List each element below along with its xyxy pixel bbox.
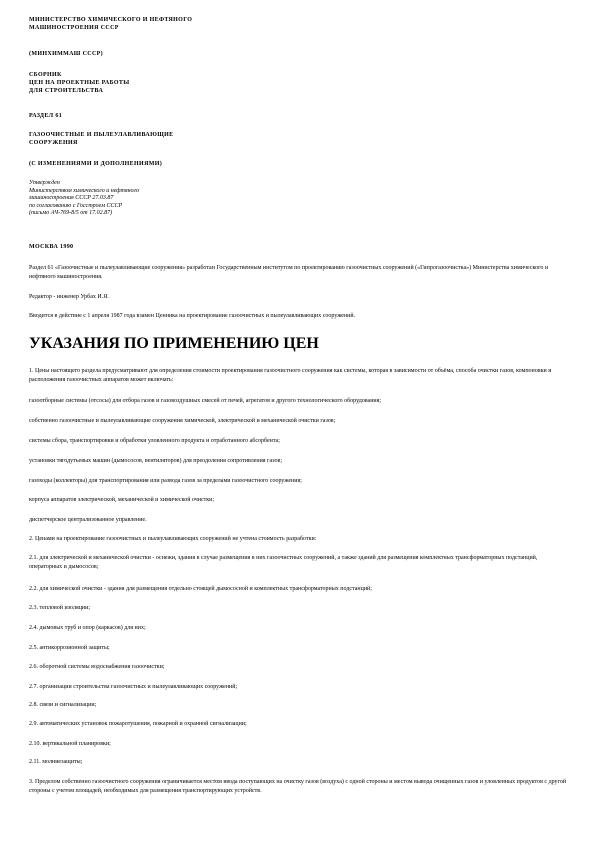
approval-line-3: машиностроения СССР 27.03.87: [29, 195, 114, 201]
ministry-line-1: МИНИСТЕРСТВО ХИМИЧЕСКОГО И НЕФТЯНОГО: [29, 17, 193, 23]
paragraph-2-4: 2.4. дымовых труб и опор (каркасов) для них;: [29, 625, 146, 631]
paragraph-2-8: 2.8. связи и сигнализации;: [29, 702, 97, 708]
collection-line-2: ЦЕН НА ПРОЕКТНЫЕ РАБОТЫ: [29, 80, 130, 86]
paragraph-item: газоотборные системы (отсосы) для отбора газов и газовоздушных смесей от печей, агрегатов и другого технологического оборудования;: [29, 398, 382, 404]
paragraph-2-10: 2.10. вертикальной планировки;: [29, 741, 111, 747]
paragraph-item: корпуса аппаратов электрической, механической и химической очистки;: [29, 497, 215, 503]
paragraph-2-3: 2.3. тепловой изоляции;: [29, 605, 91, 611]
paragraph-2-7: 2.7. организации строительства газоочистных и пылеулавливающих сооружений;: [29, 684, 238, 690]
paragraph-1: 1. Цены настоящего раздела предусматривают для определения стоимости проектирования газоочистного сооружения как системы, которая в зависимости от объёма, способа очистки газов, компоновки и расположения газоочистных аппаратов может включать:: [29, 368, 552, 383]
paragraph-2-6: 2.6. оборотной системы водоснабжения газоочистки;: [29, 664, 165, 670]
paragraph-2: 2. Ценами на проектирование газоочистных и пылеулавливающих сооружений не учтена стоимость разработки:: [29, 536, 317, 542]
paragraph-3: 3. Пределом собственно газоочистного сооружения ограничивается местом ввода поступающих на очистку газов (воздуха) с одной стороны и местом вывода очищенных газов и уловленных продуктов с другой стороны с учетом площадей, необходимых для размещения транспортирующих устройств.: [29, 779, 567, 794]
changes-note: (С ИЗМЕНЕНИЯМИ И ДОПОЛНЕНИЯМИ): [29, 161, 163, 167]
paragraph-2-2: 2.2. для химической очистки - здания для размещения отдельно стоящей дымососной и комплектных трансформаторных подстанций;: [29, 586, 372, 592]
approval-line-1: Утвержден: [29, 180, 60, 186]
approval-line-2: Министерством химического и нефтяного: [29, 187, 139, 194]
paragraph-item: собственно газоочистные и пылеулавливающие сооружения химической, электрической и механической очистки газов;: [29, 418, 336, 424]
ministry-abbreviation: (МИНХИММАШ СССР): [29, 51, 104, 57]
ministry-line-2: МАШИНОСТРОЕНИЯ СССР: [29, 25, 119, 31]
section-title: [29, 131, 174, 147]
collection-title: [29, 71, 129, 95]
ministry-heading: [29, 16, 192, 32]
paragraph-item: системы сбора, транспортировки и обработки уловленного продукта и отработанного абсорбента;: [29, 438, 280, 444]
paragraph-2-5: 2.5. антикоррозионной защиты;: [29, 645, 110, 651]
approval-line-4: по согласованию с Госстроем СССР: [29, 202, 123, 209]
city-year: МОСКВА 1990: [29, 244, 74, 250]
paragraph-item: установки тягодутьевых машин (дымососов, вентиляторов) для преодоления сопротивления газов;: [29, 458, 283, 464]
paragraph-item: газоходы (коллекторы) для транспортирования или развода газов за пределами газоочистного сооружения;: [29, 478, 302, 484]
main-heading: УКАЗАНИЯ ПО ПРИМЕНЕНИЮ ЦЕН: [29, 335, 319, 352]
section-title-line-2: СООРУЖЕНИЯ: [29, 140, 78, 146]
section-title-line-1: ГАЗООЧИСТНЫЕ И ПЫЛЕУЛАВЛИВАЮЩИЕ: [29, 132, 174, 138]
approval-line-5: (письмо АЧ-769-8/5 от 17.02.87): [29, 210, 113, 216]
paragraph-item: диспетчерское централизованное управление.: [29, 517, 147, 523]
paragraph-2-9: 2.9. автоматических установок пожаротушения, пожарной и охранной сигнализации;: [29, 721, 247, 727]
intro-developer: Раздел 61 «Газоочистные и пылеулавливающие сооружения» разработан Государственным институтом по проектированию газоочистных сооружений («Гипрогазоочистка») Министерства химического и нефтяного машиностроения.: [29, 265, 549, 280]
approval-block: [29, 180, 139, 218]
collection-line-3: ДЛЯ СТРОИТЕЛЬСТВА: [29, 88, 104, 94]
intro-effective: Вводится в действие с 1 апреля 1987 года взамен Ценника на проектирование газоочистных и пылеулавливающих сооружений.: [29, 313, 356, 319]
paragraph-2-11: 2.11. молниезащиты;: [29, 759, 83, 765]
intro-editor: Редактор - инженер Урбах И.Я.: [29, 294, 109, 300]
section-number: РАЗДЕЛ 61: [29, 113, 63, 119]
collection-line-1: СБОРНИК: [29, 72, 62, 78]
paragraph-2-1: 2.1. для электрической и механической очистки - оснежи, здания в случае размещения в них газоочистных сооружений, а также зданий для размещения комплектных трансформаторных подстанций, операторных и дымососов;: [29, 555, 538, 570]
